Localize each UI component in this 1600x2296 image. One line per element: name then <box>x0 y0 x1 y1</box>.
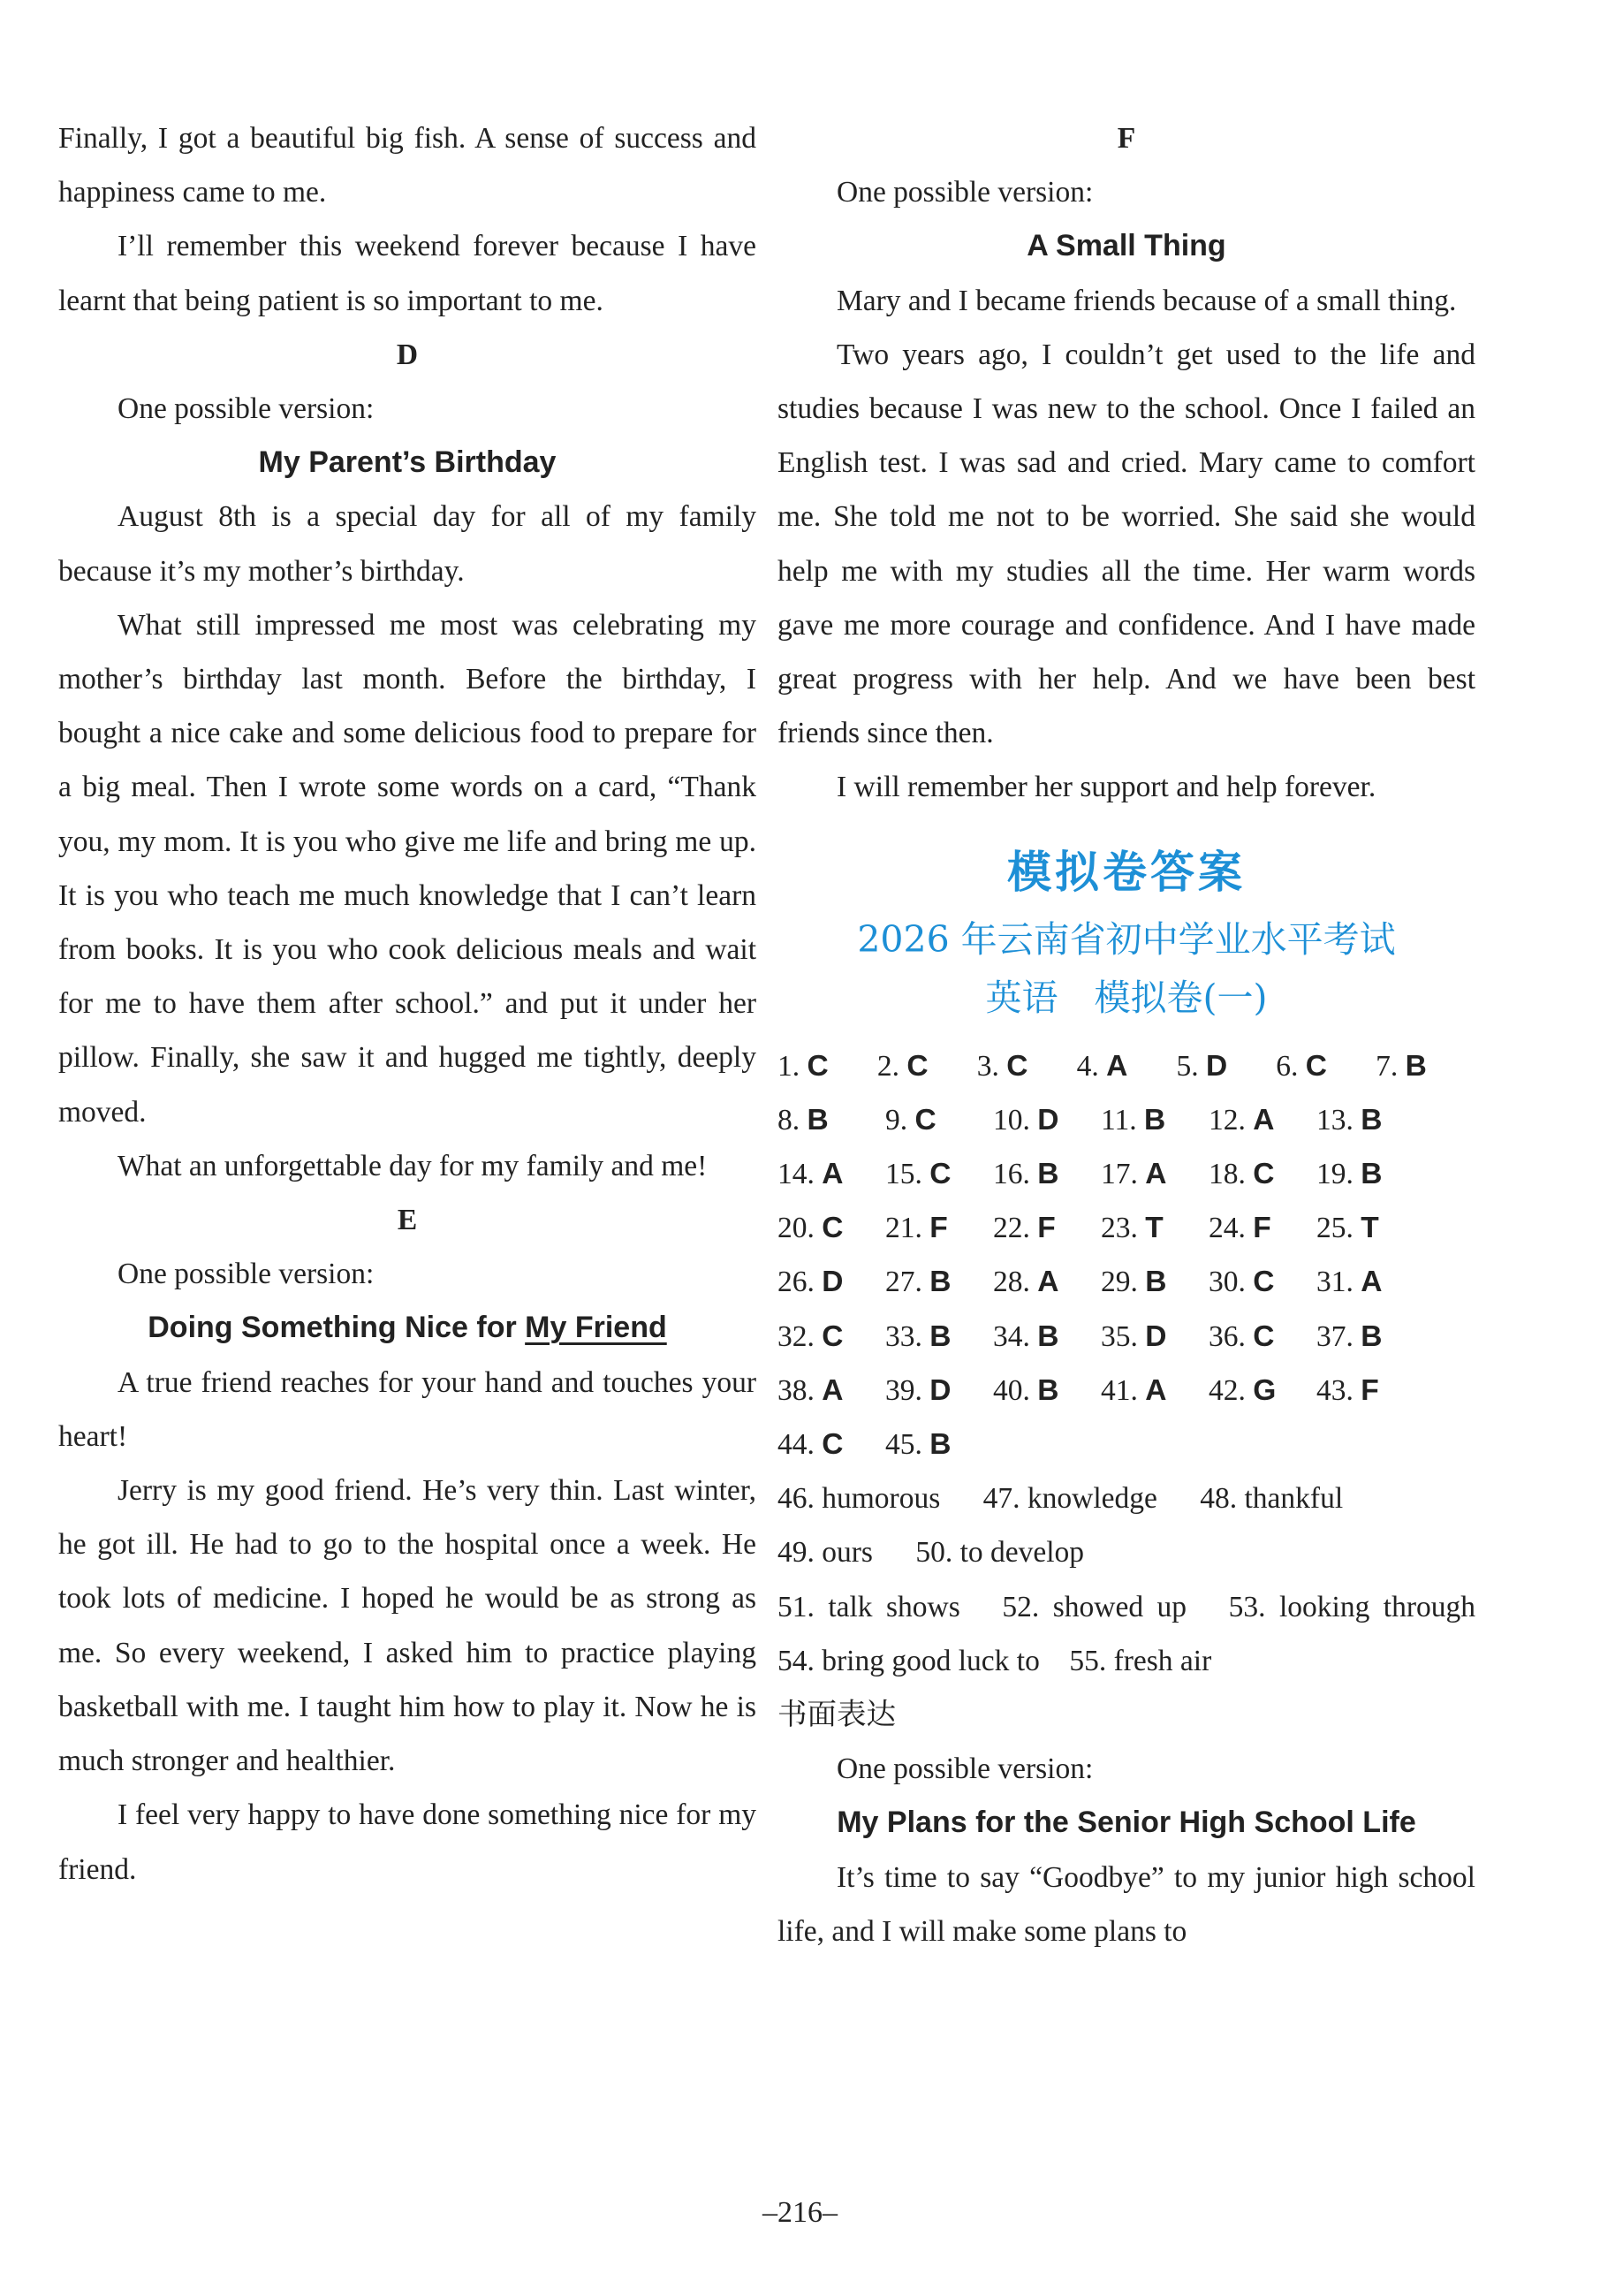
answer-item <box>885 1364 993 1418</box>
answer-letter: A <box>1106 1049 1128 1083</box>
answer-letter: T <box>1145 1212 1164 1245</box>
answer-letter: B <box>929 1266 952 1299</box>
answer-letter: C <box>1253 1319 1275 1353</box>
answer-item <box>777 1418 885 1471</box>
version-intro: One possible version: <box>118 392 375 426</box>
left-column <box>58 111 756 1897</box>
answer-letter: F <box>1037 1212 1056 1245</box>
paragraph: I’ll remember this weekend forever because I have learnt that being patient is so important to me. <box>58 230 756 317</box>
answer-row <box>777 1093 1475 1147</box>
question-number: 22. <box>993 1212 1038 1245</box>
answer-row <box>777 1310 1475 1364</box>
answer-letter: B <box>1145 1266 1167 1299</box>
answer-item <box>777 1093 885 1147</box>
question-number: 43. <box>1316 1373 1361 1407</box>
question-number: 17. <box>1101 1158 1146 1191</box>
answer-letter: T <box>1361 1212 1379 1245</box>
answer-letter: C <box>1006 1049 1028 1083</box>
question-number: 31. <box>1316 1266 1361 1299</box>
answer-item <box>1209 1201 1316 1255</box>
answer-item <box>1077 1039 1177 1093</box>
question-number: 19. <box>1316 1158 1361 1191</box>
answer-letter: B <box>1144 1103 1166 1137</box>
paragraph: August 8th is a special day for all of my family because it’s my mother’s birthday. <box>58 500 756 588</box>
question-number: 6. <box>1276 1049 1306 1083</box>
answer-item <box>1209 1093 1316 1147</box>
question-number: 7. <box>1376 1049 1406 1083</box>
answer-letter: C <box>906 1049 929 1083</box>
exam-subtitle: 英语 模拟卷(一) <box>985 976 1268 1019</box>
answer-letter: C <box>1253 1158 1275 1191</box>
answers-section-title: 模拟卷答案 <box>1007 846 1246 898</box>
answer-letter: A <box>822 1158 844 1191</box>
question-number: 4. <box>1076 1049 1107 1083</box>
answer-letter: C <box>1253 1266 1275 1299</box>
question-number: 33. <box>885 1319 930 1353</box>
question-number: 27. <box>885 1266 930 1299</box>
version-intro: One possible version: <box>118 1258 375 1291</box>
answer-letter: A <box>1361 1266 1383 1299</box>
essay-title-part: Doing Something Nice for <box>148 1311 526 1345</box>
question-number: 44. <box>777 1428 823 1462</box>
answer-letter: B <box>1037 1158 1059 1191</box>
answer-item <box>993 1310 1101 1364</box>
answer-item <box>777 1201 885 1255</box>
answer-letter: B <box>1405 1049 1427 1083</box>
question-number: 13. <box>1316 1103 1361 1137</box>
answer-item <box>1209 1255 1316 1309</box>
answer-letter: F <box>1253 1212 1271 1245</box>
paragraph: It’s time to say “Goodbye” to my junior high school life, and I will make some plans to <box>777 1860 1475 1948</box>
answer-row <box>777 1147 1475 1201</box>
answer-letter: B <box>929 1319 952 1353</box>
answer-letter: B <box>1361 1319 1383 1353</box>
answer-letter: D <box>822 1266 844 1299</box>
answer-item <box>993 1201 1101 1255</box>
answer-row <box>777 1039 1475 1093</box>
answer-letter: C <box>822 1428 844 1462</box>
answer-item <box>777 1039 877 1093</box>
question-number: 40. <box>993 1373 1038 1407</box>
page-number: –216– <box>762 2196 838 2229</box>
question-number: 24. <box>1209 1212 1254 1245</box>
question-number: 9. <box>885 1103 915 1137</box>
answer-letter: B <box>1361 1103 1383 1137</box>
essay-title-underlined: My Friend <box>525 1311 667 1345</box>
question-number: 11. <box>1101 1103 1145 1137</box>
paragraph: A true friend reaches for your hand and touches your heart! <box>58 1365 756 1453</box>
answer-item <box>1209 1364 1316 1418</box>
answer-item: 48. thankful <box>1200 1482 1344 1516</box>
answer-item <box>1316 1093 1424 1147</box>
answer-item <box>993 1364 1101 1418</box>
paragraph: Jerry is my good friend. He’s very thin. Last winter, he got ill. He had to go to the hospital once a week. He took lots of medicine. I hoped he would be as strong as me. So every weekend, I asked him to practice playing basketball with me. I taught him how to play it. Now he is much stronger and healthier. <box>58 1474 756 1778</box>
question-number: 35. <box>1101 1319 1146 1353</box>
answer-item <box>1209 1147 1316 1201</box>
answer-letter: A <box>1037 1266 1059 1299</box>
question-number: 41. <box>1101 1373 1146 1407</box>
answer-letter: B <box>1361 1158 1383 1191</box>
answer-letter: C <box>822 1212 844 1245</box>
question-number: 30. <box>1209 1266 1254 1299</box>
exam-subtitle: 2026 年云南省初中学业水平考试 <box>857 917 1396 961</box>
answer-item <box>1101 1147 1209 1201</box>
answer-item <box>1209 1310 1316 1364</box>
question-number: 25. <box>1316 1212 1361 1245</box>
answer-item <box>777 1310 885 1364</box>
answer-key <box>777 1039 1475 1472</box>
answer-letter: B <box>1037 1319 1059 1353</box>
essay-title: My Plans for the Senior High School Life <box>837 1806 1416 1840</box>
essay-title: A Small Thing <box>1027 229 1226 263</box>
question-number: 28. <box>993 1266 1038 1299</box>
question-number: 21. <box>885 1212 930 1245</box>
question-number: 18. <box>1209 1158 1254 1191</box>
paragraph: What an unforgettable day for my family and me! <box>118 1149 708 1182</box>
question-number: 3. <box>976 1049 1007 1083</box>
answer-item <box>1276 1039 1376 1093</box>
answer-row <box>777 1255 1475 1309</box>
paragraph: Finally, I got a beautiful big fish. A sense of success and happiness came to me. <box>58 122 756 209</box>
question-number: 26. <box>777 1266 823 1299</box>
answer-item <box>1316 1147 1424 1201</box>
question-number: 45. <box>885 1428 930 1462</box>
paragraph: Mary and I became friends because of a small thing. <box>837 284 1457 317</box>
answer-letter: A <box>1145 1158 1167 1191</box>
answer-item: 47. knowledge <box>982 1482 1157 1516</box>
answer-item <box>993 1147 1101 1201</box>
question-number: 5. <box>1176 1049 1206 1083</box>
essay-title: My Parent’s Birthday <box>258 445 557 480</box>
answer-item <box>1376 1039 1475 1093</box>
paragraph: I will remember her support and help forever. <box>837 771 1376 804</box>
answer-letter: D <box>1037 1103 1059 1137</box>
answer-item <box>1101 1255 1209 1309</box>
answer-letter: D <box>1145 1319 1167 1353</box>
question-number: 38. <box>777 1373 823 1407</box>
question-number: 16. <box>993 1158 1038 1191</box>
answer-item <box>1101 1310 1209 1364</box>
answer-letter: C <box>914 1103 936 1137</box>
version-intro: One possible version: <box>837 1752 1094 1786</box>
answer-item <box>885 1418 993 1471</box>
answer-letter: C <box>822 1319 844 1353</box>
question-number: 42. <box>1209 1373 1254 1407</box>
answer-row <box>777 1364 1475 1418</box>
answer-letter: D <box>929 1373 952 1407</box>
answer-item <box>1101 1201 1209 1255</box>
paragraph: I feel very happy to have done something nice for my friend. <box>58 1798 756 1886</box>
answer-letter: F <box>1361 1373 1379 1407</box>
answer-item <box>777 1364 885 1418</box>
section-letter-f: F <box>1117 122 1136 155</box>
answer-item <box>1101 1093 1209 1147</box>
answer-item <box>993 1093 1101 1147</box>
answer-item <box>1176 1039 1276 1093</box>
answer-letter: C <box>929 1158 952 1191</box>
answer-item <box>777 1255 885 1309</box>
answer-line <box>777 1471 1475 1525</box>
writing-label: 书面表达 <box>777 1699 896 1732</box>
question-number: 34. <box>993 1319 1038 1353</box>
section-letter-e: E <box>397 1204 418 1237</box>
question-number: 32. <box>777 1319 823 1353</box>
answer-item <box>1316 1310 1424 1364</box>
question-number: 36. <box>1209 1319 1254 1353</box>
question-number: 2. <box>876 1049 907 1083</box>
version-intro: One possible version: <box>837 176 1094 209</box>
answer-letter: C <box>1305 1049 1327 1083</box>
question-number: 14. <box>777 1158 823 1191</box>
question-number: 39. <box>885 1373 930 1407</box>
answer-letter: G <box>1253 1373 1277 1407</box>
question-number: 12. <box>1209 1103 1254 1137</box>
answer-item <box>977 1039 1077 1093</box>
answer-letter: A <box>1253 1103 1275 1137</box>
question-number: 20. <box>777 1212 823 1245</box>
question-number: 15. <box>885 1158 930 1191</box>
answer-item <box>1316 1364 1424 1418</box>
answer-item: 49. ours <box>777 1536 873 1570</box>
answer-item <box>885 1093 993 1147</box>
answer-letter: A <box>822 1373 844 1407</box>
answer-item <box>885 1255 993 1309</box>
answer-item <box>885 1310 993 1364</box>
answer-row <box>777 1418 1475 1471</box>
question-number: 1. <box>777 1049 808 1083</box>
answer-paragraph: 51. talk shows 52. showed up 53. looking through 54. bring good luck to 55. fresh air <box>777 1590 1505 1677</box>
answer-item <box>1316 1201 1424 1255</box>
paragraph: What still impressed me most was celebrating my mother’s birthday last month. Before the birthday, I bought a nice cake and some delicious food to prepare for a big meal. Then I wrote some words on a card, “Thank you, my mom. It is you who give me life and bring me up. It is you who teach me much knowledge that I can’t learn from books. It is you who cook delicious meals and wait for me to have them after school.” and put it under her pillow. Finally, she saw it and hugged me tightly, deeply moved. <box>58 608 756 1129</box>
answer-letter: B <box>1037 1373 1059 1407</box>
question-number: 29. <box>1101 1266 1146 1299</box>
question-number: 10. <box>993 1103 1038 1137</box>
answer-item: 50. to develop <box>915 1536 1085 1570</box>
answer-row <box>777 1201 1475 1255</box>
answer-item <box>993 1255 1101 1309</box>
answer-letter: D <box>1205 1049 1228 1083</box>
answer-letter: B <box>929 1428 952 1462</box>
answer-line <box>777 1525 1475 1579</box>
paragraph: Two years ago, I couldn’t get used to the life and studies because I was new to the school. Once I failed an English test. I was sad and cried. Mary came to comfort me. She told me not to be worried. She said she would help me with my studies all the time. Her warm words gave me more courage and confidence. And I have made great progress with her help. And we have been best friends since then. <box>777 338 1475 750</box>
question-number: 37. <box>1316 1319 1361 1353</box>
section-letter-d: D <box>396 338 419 371</box>
answer-item <box>777 1147 885 1201</box>
question-number: 23. <box>1101 1212 1146 1245</box>
question-number: 8. <box>777 1103 808 1137</box>
answer-item <box>877 1039 977 1093</box>
answer-letter: F <box>929 1212 948 1245</box>
answer-item <box>1101 1364 1209 1418</box>
answer-item <box>885 1201 993 1255</box>
answer-letter: C <box>807 1049 829 1083</box>
answer-item: 46. humorous <box>777 1482 941 1516</box>
answer-letter: B <box>807 1103 829 1137</box>
essay-title <box>58 1301 756 1355</box>
answer-item <box>1316 1255 1424 1309</box>
answer-item <box>885 1147 993 1201</box>
answer-letter: A <box>1145 1373 1167 1407</box>
right-column <box>777 111 1505 1958</box>
